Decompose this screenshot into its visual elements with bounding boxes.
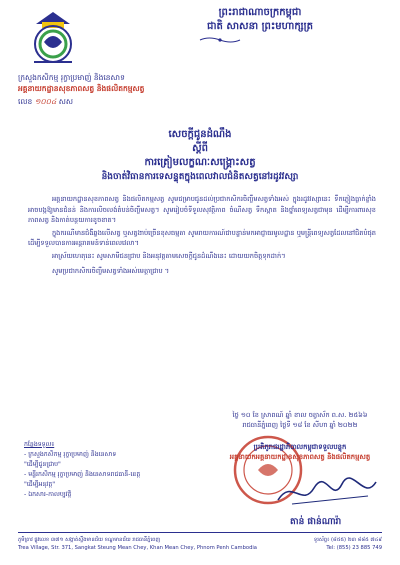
- notice-body: [28, 194, 376, 278]
- cc-item: - មន្ទីរកសិកម្ម រុក្ខាប្រមាញ់ និងនេសាទរាជធានី-ខេត្ត: [24, 471, 141, 478]
- cc-block: [24, 440, 194, 500]
- notice-title: [60, 128, 340, 184]
- department-name: អគ្គនាយកដ្ឋានសុខភាពសត្វ និងផលិតកម្មសត្វ: [18, 84, 145, 93]
- footer: [18, 536, 382, 552]
- body-paragraph-1: អគ្គនាយកដ្ឋានសុខភាពសត្វ និងផលិតកម្មសត្វ សូមជម្រាបជូនដល់ប្រជាកសិករចិញ្ចឹមសត្វទាំងអស់ ក្នុងរដូវវស្សានេះ ទឹកភ្លៀងធ្លាក់ខ្លាំង អាចបង្កឱ្យមានជំនន់ និងការលិចលង់តំបន់ចិញ្ចឹមសត្វ។ សូមរៀបចំទីទួលសុវត្ថិភាព ចំណីសត្វ ទឹកស្អាត និងថ្នាំពេទ្យសត្វជាមុន ដើម្បីការពារសុខភាពសត្វ និងកាត់បន្ថយការខូចខាត។: [28, 195, 376, 225]
- date-block: [210, 410, 390, 430]
- signatory-title: [210, 442, 390, 462]
- signatory-role-2: អគ្គនាយកអគ្គនាយកដ្ឋានសុខភាពសត្វ និងផលិតកម្មសត្វ: [229, 453, 371, 461]
- ornament-divider-icon: [198, 36, 242, 44]
- ministry-logo-icon: [22, 8, 84, 70]
- cc-item: - ឯកសារ-កាលប្បវត្តិ: [24, 491, 72, 498]
- footer-address-kh: ភូមិត្រាវ ផ្លូវលេខ ៣៧១ សង្កាត់ស្ទឹងមានជ័យ ខណ្ឌមានជ័យ រាជធានីភ្នំពេញ: [18, 537, 161, 543]
- lunar-date: ថ្ងៃ ១០ ខែ ស្រាពណ៍ ឆ្នាំ ខាល ចត្វាស័ក ព.ស. ២៥៦៦: [232, 411, 368, 419]
- title-line-1: សេចក្តីជូនដំណឹង: [168, 129, 232, 140]
- footer-address-en: Trea Village, Str. 371, Sangkat Steung Mean Chey, Khan Mean Chey, Phnom Penh Cambodia: [18, 545, 257, 551]
- title-line-4: និងចាត់វិធានការទេសន្ទុតក្នុងពេលវាលជំនិតសត្វនៅរដូវវស្សា: [101, 172, 299, 182]
- ministry-name: ក្រសួងកសិកម្ម រុក្ខាប្រមាញ់ និងនេសាទ: [18, 73, 125, 82]
- handwritten-signature-icon: [272, 474, 382, 510]
- ref-number: ១០០៤: [34, 97, 57, 106]
- title-line-3: ការត្រៀមលក្ខណៈសង្គ្រោះសត្វ: [144, 157, 256, 168]
- cc-label: កន្លែងទទួល៖: [24, 441, 55, 448]
- kingdom-name: ព្រះរាជាណាចក្រកម្ពុជា: [218, 7, 302, 18]
- solar-date: រាជធានីភ្នំពេញ ថ្ងៃទី ១៨ ខែ សីហា ឆ្នាំ ២០២២: [242, 421, 358, 429]
- cc-item: "ដើម្បីអនុវត្ត": [24, 481, 56, 488]
- body-paragraph-3: អាស្រ័យហេតុនេះ សូមសាមីជនជ្រាប និងអនុវត្តតាមសេចក្តីជូនដំណឹងនេះ ដោយយកចិត្តទុកដាក់។: [52, 251, 286, 260]
- title-line-2: ស្តីពី: [192, 143, 208, 154]
- cc-item: - ក្រសួងកសិកម្ម រុក្ខាប្រមាញ់ និងនេសាទ: [24, 451, 117, 458]
- signatory-role-1: ប្រតិភូរាជរដ្ឋាភិបាលកម្ពុជាទទួលបន្ទុក: [253, 443, 347, 451]
- footer-phone-en: Tel: (855) 23 885 749: [326, 545, 382, 551]
- cc-item: "ដើម្បីជូនជ្រាប": [24, 461, 61, 468]
- footer-phone-kh: ទូរស័ព្ទ៖ (៨៥៥) ២៣ ៨៨៥ ៧៤៩: [313, 537, 382, 543]
- signatory-name: តាន់ ផាន់ណារ៉ា: [290, 517, 342, 527]
- body-paragraph-2: ក្នុងករណីមានជំងឺឆ្លងលើសត្វ ឬសត្វងាប់ច្រើនខុសធម្មតា សូមរាយការណ៍ជាបន្ទាន់មកអាជ្ញាធរមូលដ្ឋាន ឬមន្ត្រីពេទ្យសត្វដែលនៅជិតបំផុត ដើម្បីទទួលបានការអន្តរាគមន៍ទាន់ពេលវេលា។: [28, 228, 376, 248]
- footer-contact: [314, 536, 382, 552]
- recipient-line: សូមប្រជាកសិករចិញ្ចឹមសត្វទាំងអស់មេត្តាជ្រាប ។: [52, 266, 170, 275]
- national-motto: ជាតិ សាសនា ព្រះមហាក្សត្រ: [207, 21, 313, 32]
- ref-label: លេខ: [18, 97, 33, 106]
- reference-line: [18, 96, 144, 107]
- ministry-block: [18, 72, 144, 107]
- footer-divider: [18, 532, 382, 533]
- ref-suffix: សស: [58, 97, 73, 106]
- kingdom-heading: [130, 6, 390, 34]
